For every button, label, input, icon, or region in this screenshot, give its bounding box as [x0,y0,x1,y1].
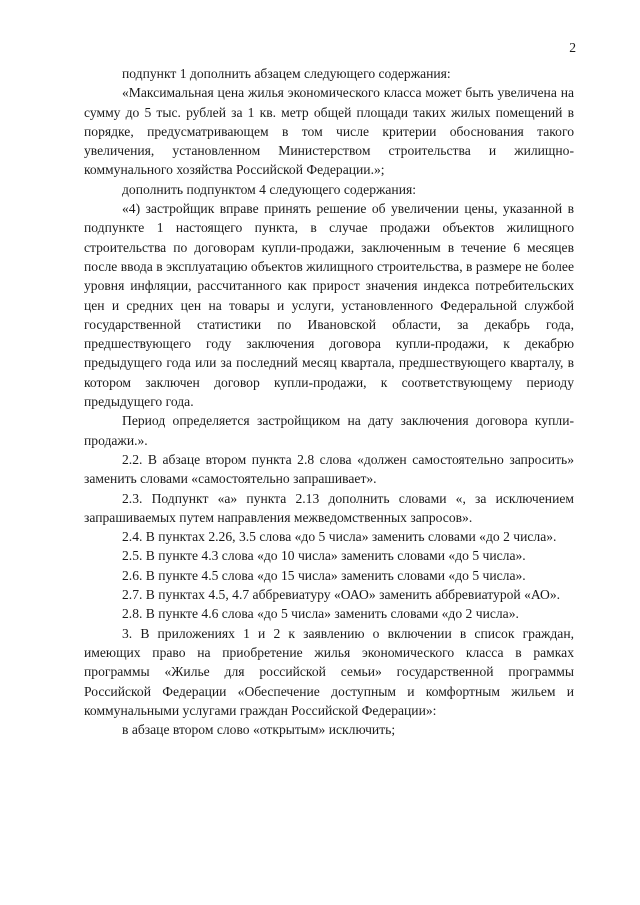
paragraph-2-5: 2.5. В пункте 4.3 слова «до 10 числа» заменить словами «до 5 числа». [122,548,526,564]
paragraph-subpoint-4: «4) застройщик вправе принять решение об увеличении цены, указанной в подпункте 1 настоящего пункта, в случае продажи объектов жилищного строительства по договорам купли-продажи, заключенным в течение 6 месяцев после ввода в эксплуатацию объектов жилищного строительства, в размере не более уровня инфляции, рассчитанного как прирост значения индекса потребительских цен и средних цен на товары и услуги, установленного Федеральной службой государственной статистики по Ивановской области, за декабрь года, предшествующего году заключения договора купли-продажи, к декабрю предыдущего года или за последний месяц квартала, предшествующего кварталу, в котором заключен договор купли-продажи, к соответствующему периоду предыдущего года. [84,201,574,410]
paragraph-subpoint-4-intro: дополнить подпунктом 4 следующего содержания: [122,181,417,197]
paragraph-2-4: 2.4. В пунктах 2.26, 3.5 слова «до 5 числа» заменить словами «до 2 числа». [122,529,557,545]
paragraph-2-3: 2.3. Подпункт «а» пункта 2.13 дополнить словами «, за исключением запрашиваемых путем направления межведомственных запросов». [84,490,574,525]
paragraph-3-abzac: в абзаце втором слово «открытым» исключить; [122,722,396,738]
paragraph-subpoint-1-intro: подпункт 1 дополнить абзацем следующего содержания: [122,66,451,81]
paragraph-2-8: 2.8. В пункте 4.6 слова «до 5 числа» заменить словами «до 2 числа». [122,606,519,622]
page-number: 2 [569,40,576,55]
paragraph-3: 3. В приложениях 1 и 2 к заявлению о включении в список граждан, имеющих право на приобретение жилья экономического класса в рамках программы «Жилье для российской семьи» государственной программы Российской Федерации «Обеспечение доступным и комфортным жильем и коммунальными услугами граждан Российской Федерации»: [84,625,574,718]
paragraph-2-2: 2.2. В абзаце втором пункта 2.8 слова «должен самостоятельно запросить» заменить словами «самостоятельно запрашивает». [84,451,574,487]
paragraph-2-7: 2.7. В пунктах 4.5, 4.7 аббревиатуру «ОАО» заменить аббревиатурой «АО». [122,587,561,603]
paragraph-period: Период определяется застройщиком на дату заключения договора купли-продажи.». [84,413,574,448]
paragraph-2-6: 2.6. В пункте 4.5 слова «до 15 числа» заменить словами «до 5 числа». [122,567,526,583]
paragraph-max-price: «Максимальная цена жилья экономического класса может быть увеличена на сумму до 5 тыс. рублей за 1 кв. метр общей площади таких жилых помещений в порядке, предусматривающем в том числе критерии обоснования такого увеличения, установленном Министерством строительства и жилищно-коммунального хозяйства Российской Федерации.»; [84,85,574,178]
